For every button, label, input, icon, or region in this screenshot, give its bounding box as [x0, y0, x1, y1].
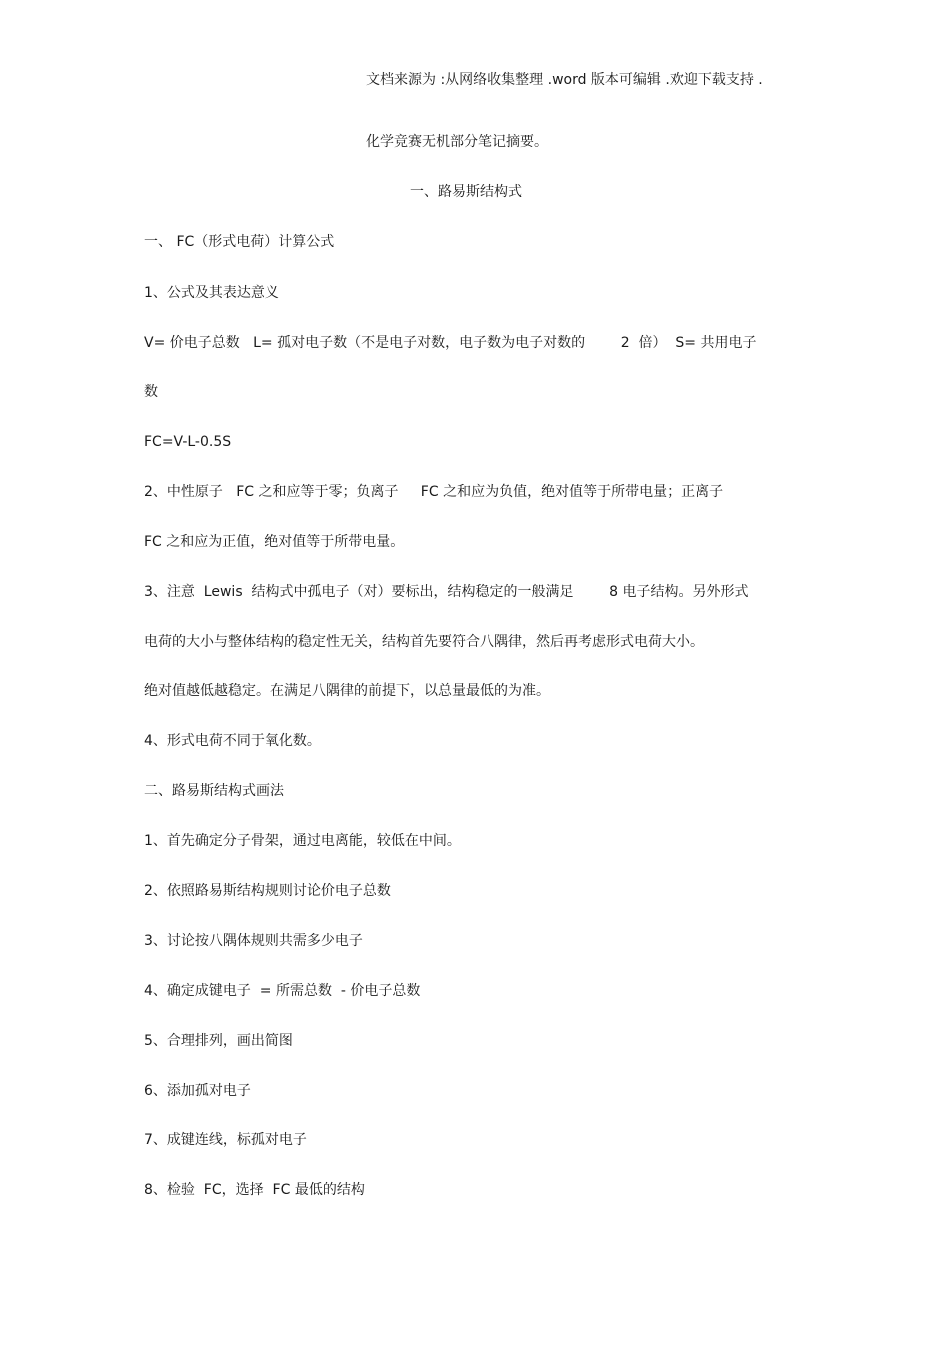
document-title: 化学竞赛无机部分笔记摘要。	[366, 134, 548, 150]
list-item: 5、合理排列，画出简图	[144, 1033, 293, 1049]
list-item: 2、依照路易斯结构规则讨论价电子总数	[144, 883, 391, 899]
section-title: 一、路易斯结构式	[410, 184, 522, 200]
list-item: 6、添加孤对电子	[144, 1083, 251, 1099]
text-line: 电荷的大小与整体结构的稳定性无关，结构首先要符合八隅律，然后再考虑形式电荷大小。	[144, 634, 704, 650]
list-item: 8、检验 FC，选择 FC 最低的结构	[144, 1182, 365, 1198]
list-item: 1、首先确定分子骨架，通过电离能，较低在中间。	[144, 833, 461, 849]
list-item: 7、成键连线，标孤对电子	[144, 1132, 307, 1148]
text-line: FC 之和应为正值，绝对值等于所带电量。	[144, 534, 405, 550]
page-header: 文档来源为 :从网络收集整理 .word 版本可编辑 .欢迎下载支持 .	[366, 72, 763, 88]
section-heading: 二、路易斯结构式画法	[144, 783, 284, 799]
text-line: 4、形式电荷不同于氧化数。	[144, 733, 321, 749]
text-line: V= 价电子总数 L= 孤对电子数（不是电子对数，电子数为电子对数的 2 倍） S= 共用电子	[144, 335, 757, 351]
formula-line: FC=V-L-0.5S	[144, 434, 232, 450]
text-line: 绝对值越低越稳定。在满足八隅律的前提下，以总量最低的为准。	[144, 683, 550, 699]
text-line: 数	[144, 384, 158, 400]
text-line: 3、注意 Lewis 结构式中孤电子（对）要标出，结构稳定的一般满足 8 电子结构。另外形式	[144, 584, 749, 600]
text-line: 一、 FC（形式电荷）计算公式	[144, 234, 335, 250]
text-line: 2、中性原子 FC 之和应等于零；负离子 FC 之和应为负值，绝对值等于所带电量；正离子	[144, 484, 724, 500]
list-item: 3、讨论按八隅体规则共需多少电子	[144, 933, 363, 949]
text-line: 1、公式及其表达意义	[144, 285, 279, 301]
list-item: 4、确定成键电子 = 所需总数 - 价电子总数	[144, 983, 421, 999]
